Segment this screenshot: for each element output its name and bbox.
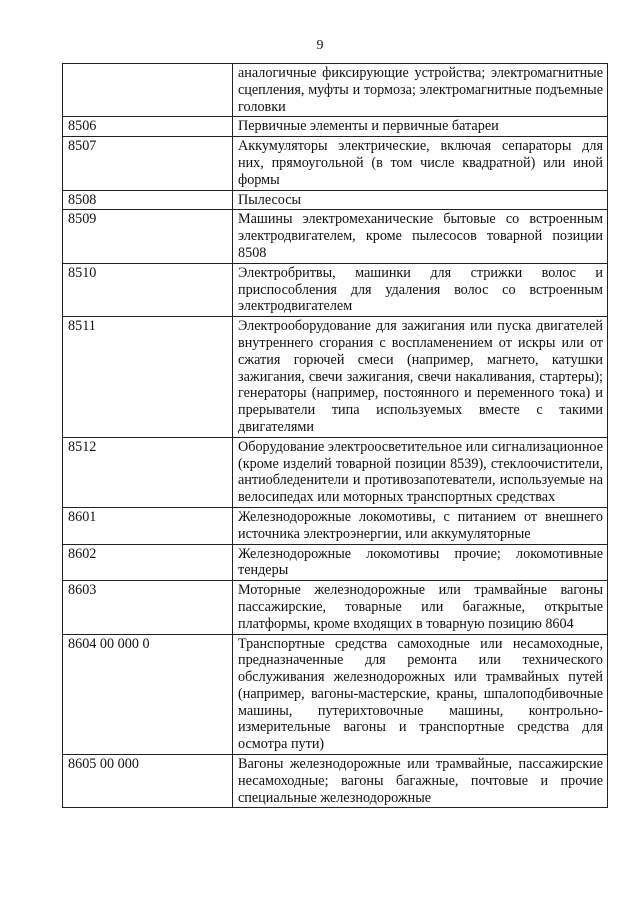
table-row xyxy=(63,190,608,210)
code-cell: 8511 xyxy=(63,317,233,438)
scan-artifact xyxy=(62,880,74,884)
table-row xyxy=(63,317,608,438)
code-cell: 8512 xyxy=(63,437,233,507)
description-cell: Оборудование электроосветительное или сигнализационное (кроме изделий товарной позиции 8539), стеклоочистители, антиобледенители и противозапотеватели, используемые на велосипедах или моторных транспортных средствах xyxy=(233,437,608,507)
table-row xyxy=(63,507,608,544)
table-row xyxy=(63,64,608,117)
table-row xyxy=(63,117,608,137)
code-cell xyxy=(63,64,233,117)
table-row xyxy=(63,137,608,190)
description-cell: Моторные железнодорожные или трамвайные вагоны пассажирские, товарные или багажные, открытые платформы, кроме входящих в товарную позицию 8604 xyxy=(233,581,608,634)
description-cell: Пылесосы xyxy=(233,190,608,210)
code-cell: 8604 00 000 0 xyxy=(63,634,233,755)
table-row xyxy=(63,437,608,507)
description-cell: Электрооборудование для зажигания или пуска двигателей внутреннего сгорания с воспламенением от искры или от сжатия горючей смеси (например, магнето, катушки зажигания, свечи зажигания, свечи накаливания, стартеры); генераторы (например, постоянного и переменного тока) и прерыватели типа используемых вместе с такими двигателями xyxy=(233,317,608,438)
description-cell: Первичные элементы и первичные батареи xyxy=(233,117,608,137)
description-cell: Транспортные средства самоходные или несамоходные, предназначенные для ремонта или технического обслуживания железнодорожных или трамвайных путей (например, вагоны-мастерские, краны, шпалоподбивочные машины, путерихтовочные машины, контрольно-измерительные вагоны и транспортные средства для осмотра пути) xyxy=(233,634,608,755)
code-cell: 8508 xyxy=(63,190,233,210)
code-cell: 8601 xyxy=(63,507,233,544)
table-row xyxy=(63,634,608,755)
page-number: 9 xyxy=(316,38,324,53)
code-cell: 8605 00 000 xyxy=(63,755,233,808)
table-row xyxy=(63,263,608,316)
code-cell: 8602 xyxy=(63,544,233,581)
code-cell: 8506 xyxy=(63,117,233,137)
code-cell: 8507 xyxy=(63,137,233,190)
description-cell: Железнодорожные локомотивы прочие; локомотивные тендеры xyxy=(233,544,608,581)
description-cell: аналогичные фиксирующие устройства; электромагнитные сцепления, муфты и тормоза; электромагнитные подъемные головки xyxy=(233,64,608,117)
description-cell: Электробритвы, машинки для стрижки волос и приспособления для удаления волос со встроенным электродвигателем xyxy=(233,263,608,316)
tariff-code-table xyxy=(62,63,608,808)
description-cell: Вагоны железнодорожные или трамвайные, пассажирские несамоходные; вагоны багажные, почтовые и прочие специальные железнодорожные xyxy=(233,755,608,808)
code-cell: 8509 xyxy=(63,210,233,263)
table-row xyxy=(63,210,608,263)
table-row xyxy=(63,544,608,581)
description-cell: Машины электромеханические бытовые со встроенным электродвигателем, кроме пылесосов товарной позиции 8508 xyxy=(233,210,608,263)
table-row xyxy=(63,581,608,634)
description-cell: Железнодорожные локомотивы, с питанием от внешнего источника электроэнергии, или аккумуляторные xyxy=(233,507,608,544)
code-cell: 8510 xyxy=(63,263,233,316)
table-row xyxy=(63,755,608,808)
description-cell: Аккумуляторы электрические, включая сепараторы для них, прямоугольной (в том числе квадратной) или иной формы xyxy=(233,137,608,190)
code-cell: 8603 xyxy=(63,581,233,634)
